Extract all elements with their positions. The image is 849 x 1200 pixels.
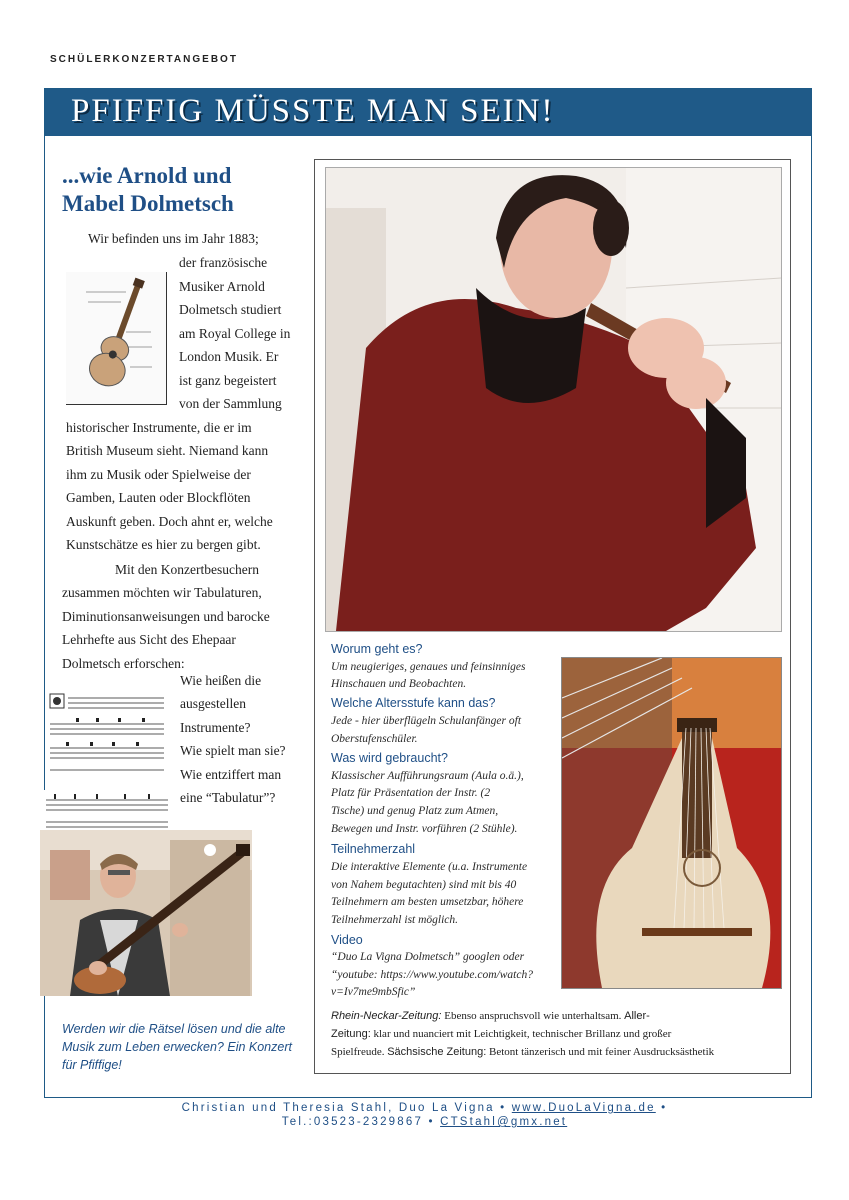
faq-answer-line: von Nahem begutachten) sind mit bis 40: [331, 879, 517, 891]
intro-line: Kunstschätze es hier zu bergen gibt.: [66, 537, 261, 552]
faq-answer-line: Teilnehmerzahl ist möglich.: [331, 914, 459, 926]
review-text: Ebenso anspruchsvoll wie unterhaltsam.: [444, 1010, 622, 1022]
tablature-image-1: [46, 690, 168, 778]
review-text: Spielfreude.: [331, 1046, 385, 1058]
footer-phone: Tel.:03523-2329867 •: [281, 1116, 435, 1128]
title-banner: [45, 89, 811, 136]
question-line: Wie entziffert man: [180, 767, 282, 782]
faq-answer-line: v=Iv7me9mbSfic”: [331, 986, 416, 998]
footer-names: Christian und Theresia Stahl, Duo La Vigna •: [181, 1102, 507, 1114]
intro-line: ist ganz begeistert: [179, 373, 277, 388]
question-line: Instrumente?: [180, 720, 251, 735]
intro-line: von der Sammlung: [179, 396, 282, 411]
faq-question: Welche Altersstufe kann das?: [331, 696, 496, 710]
intro-line: British Museum sieht. Niemand kann: [66, 443, 269, 458]
faq-answer-line: Bewegen und Instr. vorführen (2 Stühle).: [331, 823, 518, 835]
faq-question: Was wird gebraucht?: [331, 751, 448, 765]
email-link[interactable]: CTStahl@gmx.net: [440, 1116, 568, 1128]
faq-answer-line: Die interaktive Elemente (u.a. Instrumente: [331, 861, 528, 873]
para2-line: zusammen möchten wir Tabulaturen,: [62, 585, 262, 600]
faq-question: Worum geht es?: [331, 642, 423, 656]
para2-line: Dolmetsch erforschen:: [62, 656, 185, 671]
question-line: eine “Tabulatur”?: [180, 790, 276, 805]
faq-answer-line: Oberstufenschüler.: [331, 733, 418, 745]
review-text: klar und nuanciert mit Leichtigkeit, technischer Brillanz und großer: [373, 1028, 672, 1040]
para2-line: Lehrhefte aus Sicht des Ehepaar: [62, 632, 236, 647]
faq-answer-line: Klassischer Aufführungsraum (Aula o.ä.),: [331, 770, 524, 782]
article-heading: [62, 162, 302, 218]
intro-line: Dolmetsch studiert: [179, 302, 282, 317]
review-line-3: [331, 1046, 714, 1058]
question-line: Wie spielt man sie?: [180, 743, 286, 758]
faq-answer-line: Platz für Präsentation der Instr. (2: [331, 787, 491, 799]
intro-line: historischer Instrumente, die er im: [66, 420, 252, 435]
intro-line: London Musik. Er: [179, 349, 279, 364]
faq-answer-line: Jede - hier überflügeln Schulanfänger oft: [331, 715, 522, 727]
question-line: Wie heißen die: [180, 673, 262, 688]
website-link[interactable]: www.DuoLaVigna.de: [511, 1102, 656, 1114]
review-text: Betont tänzerisch und mit feiner Ausdrucksästhetik: [489, 1046, 715, 1058]
footer-line-1: [0, 1102, 849, 1114]
faq-answer-line: Teilnehmern am besten umsetzbar, höhere: [331, 896, 524, 908]
photo-lutenist: [40, 830, 252, 996]
faq-question: Teilnehmerzahl: [331, 842, 416, 856]
guitar-illustration: [66, 272, 167, 405]
intro-line: ihm zu Musik oder Spielweise der: [66, 467, 251, 482]
intro-line: am Royal College in: [179, 326, 291, 341]
intro-line: Auskunft geben. Doch ahnt er, welche: [66, 514, 273, 529]
para2-line: Mit den Konzertbesuchern: [115, 562, 259, 577]
footer-bullet: •: [661, 1102, 668, 1114]
para2-line: Diminutionsanweisungen und barocke: [62, 609, 270, 624]
review-source: Rhein-Neckar-Zeitung:: [331, 1010, 442, 1022]
question-line: ausgestellen: [180, 696, 246, 711]
faq-question: Video: [331, 933, 363, 947]
faq-answer-line: “youtube: https://www.youtube.com/watch?: [331, 969, 533, 981]
review-source: Sächsische Zeitung:: [387, 1046, 487, 1058]
review-line-2: [331, 1028, 671, 1040]
intro-line: der französische: [179, 255, 268, 270]
heading-line-2: Mabel Dolmetsch: [62, 191, 234, 216]
intro-line: Wir befinden uns im Jahr 1883;: [88, 231, 259, 246]
banner-title: PFIFFIG MÜSSTE MAN SEIN!: [71, 93, 555, 129]
heading-line-1: ...wie Arnold und: [62, 163, 232, 188]
intro-line: Musiker Arnold: [179, 279, 265, 294]
review-line-1: [331, 1010, 650, 1022]
faq-answer-line: Um neugieriges, genaues und feinsinniges: [331, 661, 526, 673]
intro-line: Gamben, Lauten oder Blockflöten: [66, 490, 251, 505]
faq-answer-line: Tische) und genug Platz zum Atmen,: [331, 805, 499, 817]
kicker-label: SCHÜLERKONZERTANGEBOT: [50, 54, 238, 65]
review-source: Aller-: [624, 1010, 650, 1022]
closing-caption: Werden wir die Rätsel lösen und die alte Musik zum Leben erwecken? Ein Konzert für Pfiffige!: [62, 1022, 292, 1072]
photo-recorder-player: [325, 167, 782, 632]
photo-lute: [561, 657, 782, 989]
faq-answer-line: “Duo La Vigna Dolmetsch” googlen oder: [331, 951, 525, 963]
review-source: Zeitung:: [331, 1028, 371, 1040]
faq-answer-line: Hinschauen und Beobachten.: [331, 678, 467, 690]
footer-line-2: [0, 1116, 849, 1128]
